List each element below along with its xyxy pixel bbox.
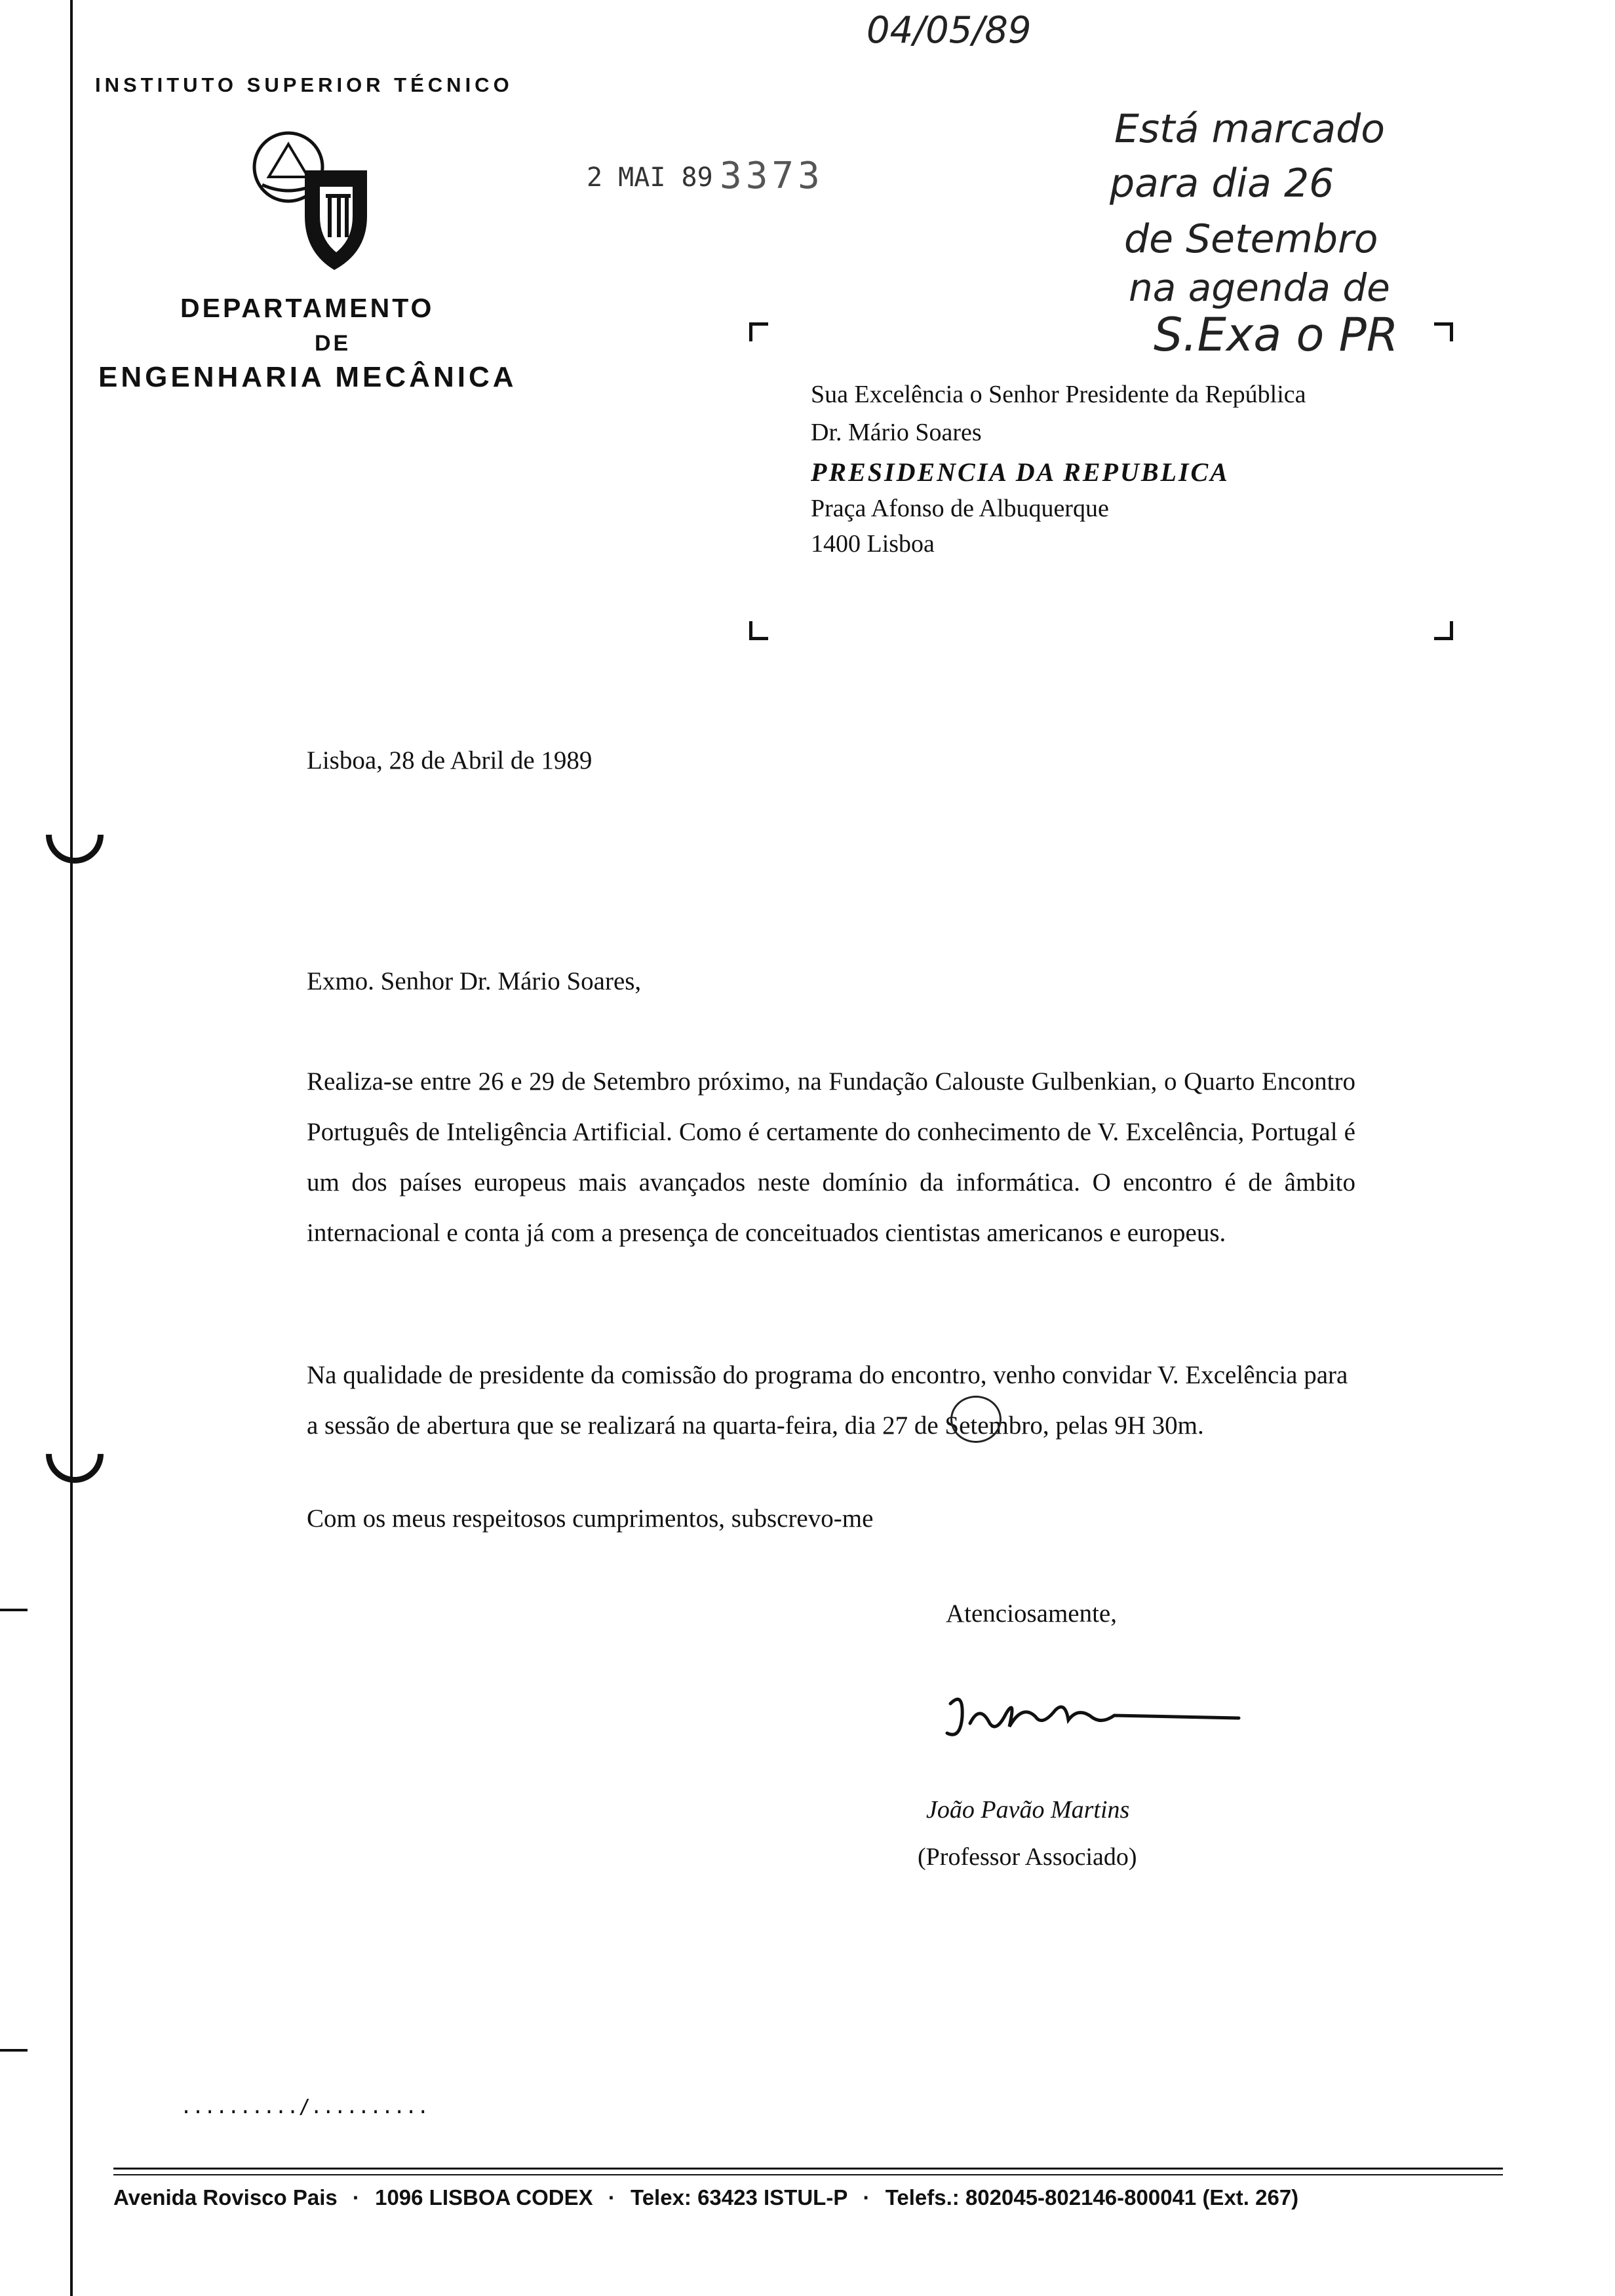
handwritten-note-line: S.Exa o PR [1154, 308, 1399, 362]
footer-rule [113, 2168, 1503, 2170]
letter-closing: Com os meus respeitosos cumprimentos, subscrevo-me [307, 1504, 874, 1533]
footer-city: 1096 LISBOA CODEX [375, 2185, 593, 2210]
department-line-3: ENGENHARIA MECÂNICA [98, 361, 517, 393]
letter-place-date: Lisboa, 28 de Abril de 1989 [307, 746, 593, 775]
footer-address: Avenida Rovisco Pais [113, 2185, 338, 2210]
footer-telex: Telex: 63423 ISTUL-P [630, 2185, 848, 2210]
address-window-corner [749, 322, 768, 341]
footer-separator: · [352, 2185, 360, 2210]
handwritten-note-line: Está marcado [1114, 106, 1385, 152]
recipient-line: PRESIDENCIA DA REPUBLICA [811, 457, 1230, 487]
address-window-corner [749, 621, 768, 640]
address-window-corner [1434, 621, 1453, 640]
handwritten-note-line: para dia 26 [1110, 161, 1334, 206]
handwritten-note-line: de Setembro [1124, 216, 1378, 262]
letter-paragraph: Realiza-se entre 26 e 29 de Setembro próximo, na Fundação Calouste Gulbenkian, o Quarto Encontro Português de Inteligência Artificial. Como é certamente do conhecimento de V. Excelência, Portugal é um dos países europeus mais avançados neste domínio da informática. O encontro é de âmbito internacional e conta já com a presença de conceituados cientistas americanos e europeus. [307, 1067, 1355, 1247]
reference-line: ........../.......... [180, 2095, 429, 2118]
received-stamp-date: 2 MAI 89 [587, 163, 713, 193]
handwritten-circle-mark [950, 1396, 1002, 1443]
letter-sign-off: Atenciosamente, [946, 1599, 1117, 1628]
recipient-line: Praça Afonso de Albuquerque [811, 495, 1109, 522]
footer-separator: · [608, 2185, 615, 2210]
signer-title: (Professor Associado) [918, 1843, 1137, 1871]
binding-line [70, 0, 73, 2296]
handwritten-date: 04/05/89 [866, 9, 1032, 52]
fold-mark [0, 2049, 28, 2052]
signer-name: João Pavão Martins [926, 1796, 1130, 1824]
footer-rule [113, 2174, 1503, 2175]
footer-separator: · [863, 2185, 870, 2210]
recipient-line: Dr. Mário Soares [811, 419, 982, 446]
footer-phones: Telefs.: 802045-802146-800041 (Ext. 267) [885, 2185, 1299, 2210]
address-window-corner [1434, 322, 1453, 341]
letter-paragraph: Na qualidade de presidente da comissão do programa do encontro, venho convidar V. Excelência para a sessão de abertura que se realizará na quarta-feira, dia 27 de Setembro, pelas 9H 30m. [307, 1361, 1348, 1440]
department-line-1: DEPARTAMENTO [180, 293, 435, 323]
handwritten-note-line: na agenda de [1129, 265, 1390, 310]
received-stamp-number: 3373 [720, 155, 824, 197]
footer [113, 2185, 1308, 2210]
signature-icon [944, 1677, 1245, 1756]
recipient-line: 1400 Lisboa [811, 530, 935, 558]
department-line-2: DE [315, 331, 351, 356]
recipient-line: Sua Excelência o Senhor Presidente da República [811, 381, 1306, 408]
fold-mark [0, 1609, 28, 1611]
punch-hole-icon [34, 1413, 115, 1495]
ist-crest-icon [243, 124, 374, 272]
letter-salutation: Exmo. Senhor Dr. Mário Soares, [307, 967, 642, 995]
punch-hole-icon [34, 794, 115, 875]
institute-name: INSTITUTO SUPERIOR TÉCNICO [95, 73, 513, 96]
